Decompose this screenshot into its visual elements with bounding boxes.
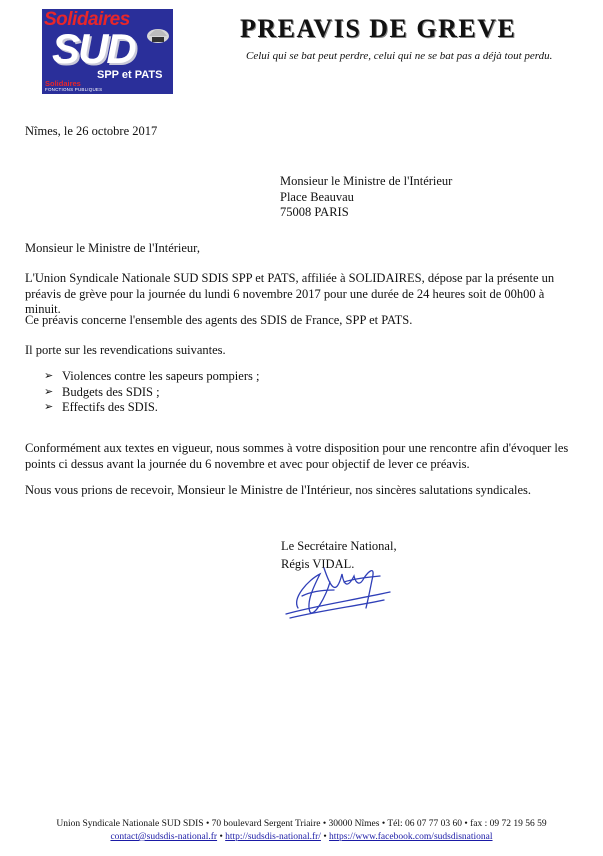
claim-text: Budgets des SDIS ; [62,384,160,399]
logo-brand: Solidaires [44,9,130,30]
paragraph-strike-notice: L'Union Syndicale Nationale SUD SDIS SPP et PATS, affiliée à SOLIDAIRES, dépose par la présente un préavis de grève pour la journée du lundi 6 novembre 2017 pour une durée de 24 heures soit de 00h00 à minuit. [25,271,555,316]
place-date: Nîmes, le 26 octobre 2017 [25,124,158,138]
list-item [44,385,259,401]
facebook-link[interactable]: https://www.facebook.com/sudsdisnational [329,832,493,842]
handwritten-signature [284,556,394,620]
recipient-line: Monsieur le Ministre de l'Intérieur [280,174,453,188]
recipient-block [280,174,452,221]
salutation: Monsieur le Ministre de l'Intérieur, [25,241,200,255]
email-link[interactable]: contact@sudsdis-national.fr [110,832,218,842]
list-item [44,369,259,385]
list-item [44,400,259,416]
website-link[interactable]: http://sudsdis-national.fr/ [225,832,321,842]
claim-text: Effectifs des SDIS. [62,400,158,414]
logo-subtitle: SPP et PATS [97,69,163,81]
arrow-bullet-icon: ➢ [44,385,54,398]
logo-tagline: FONCTIONS PUBLIQUES [45,87,103,92]
separator: • [219,832,223,842]
footer-links [0,832,603,842]
firefighter-helmet-icon [146,23,170,45]
logo-name: SUD [52,25,135,72]
union-logo [42,9,173,94]
arrow-bullet-icon: ➢ [44,370,54,382]
signatory-role: Le Secrétaire National, [281,539,397,553]
logo-small-brand: Solidaires [45,79,81,88]
recipient-line: 75008 PARIS [280,205,349,219]
paragraph-scope: Ce préavis concerne l'ensemble des agents des SDIS de France, SPP et PATS. [25,313,413,327]
page-title: PREAVIS DE GREVE [240,14,517,43]
signatory-name: Régis VIDAL. [281,557,355,571]
motto: Celui qui se bat peut perdre, celui qui ne se bat pas a déjà tout perdu. [246,50,553,62]
paragraph-closing: Nous vous prions de recevoir, Monsieur le Ministre de l'Intérieur, nos sincères salutations syndicales. [25,483,531,497]
paragraph-claims-intro: Il porte sur les revendications suivantes. [25,343,226,357]
claim-text: Violences contre les sapeurs pompiers ; [62,369,260,383]
separator: • [323,832,327,842]
recipient-line: Place Beauvau [280,189,354,204]
claims-list [44,369,259,416]
paragraph-meeting-offer: Conformément aux textes en vigueur, nous sommes à votre disposition pour une rencontre afin d'évoquer les points ci dessus avant la journée du 6 novembre et avec pour objectif de lever ce préavis. [25,441,569,471]
footer-address: Union Syndicale Nationale SUD SDIS • 70 boulevard Sergent Triaire • 30000 Nîmes • Tél: 06 07 77 03 60 • fax : 09 72 19 56 59 [56,819,547,829]
arrow-bullet-icon: ➢ [44,401,54,413]
